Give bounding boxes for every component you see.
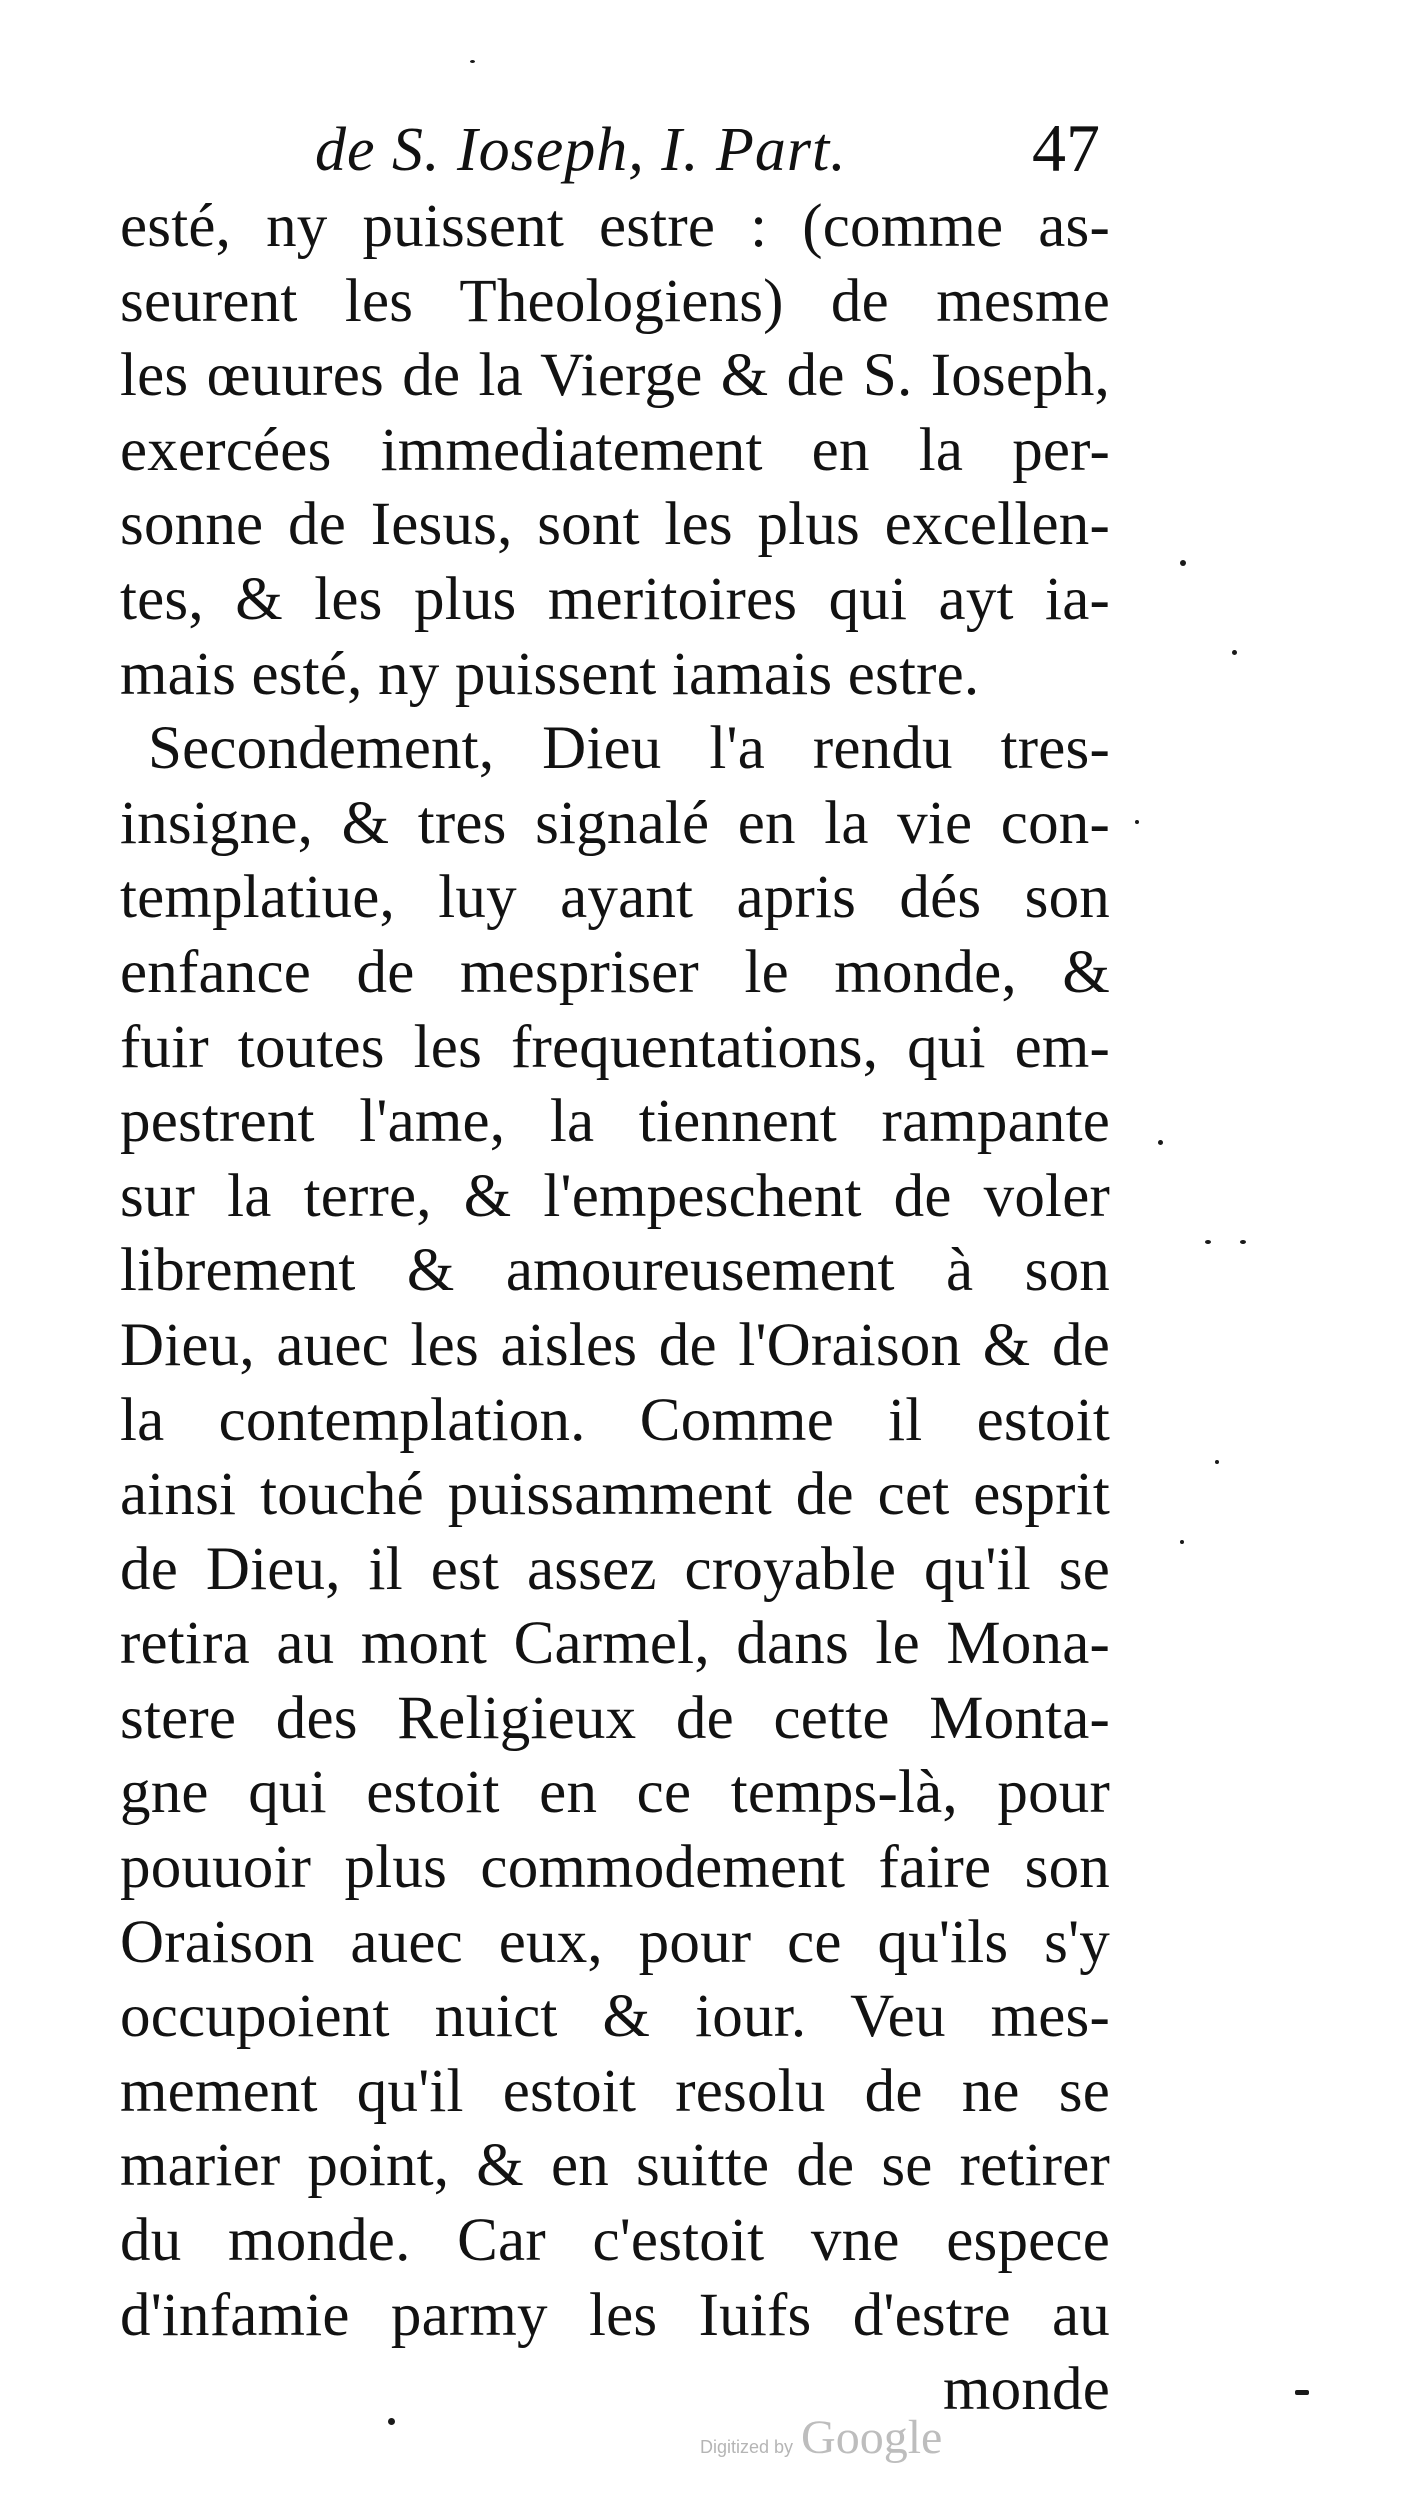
page-number: 47 <box>1032 110 1100 186</box>
text-line: exercées immediatement en la per- <box>120 416 1110 484</box>
scan-speck <box>1180 560 1186 566</box>
text-line: sonne de Iesus, sont les plus excellen- <box>120 491 1110 559</box>
text-line: insigne, & tres signalé en la vie con- <box>120 789 1110 857</box>
text-line: tes, & les plus meritoires qui ayt ia- <box>120 565 1110 633</box>
text-line: mement qu'il estoit resolu de ne se <box>120 2057 1110 2125</box>
scan-speck <box>388 2418 395 2425</box>
scan-speck <box>1232 650 1237 655</box>
text-line: Dieu, auec les aisles de l'Oraison & de <box>120 1311 1110 1379</box>
text-line: librement & amoureusement à son <box>120 1237 1110 1305</box>
scan-speck <box>1205 1240 1211 1244</box>
text-line: occupoient nuict & iour. Veu mes- <box>120 1983 1110 2051</box>
text-line: Oraison auec eux, pour ce qu'ils s'y <box>120 1908 1110 1976</box>
text-line: stere des Religieux de cette Monta- <box>120 1684 1110 1752</box>
text-line: seurent les Theologiens) de mesme <box>120 267 1110 335</box>
text-line: ainsi touché puissamment de cet esprit <box>120 1461 1110 1529</box>
text-line: retira au mont Carmel, dans le Mona- <box>120 1610 1110 1678</box>
text-line: les œuures de la Vierge & de S. Ioseph, <box>120 342 1110 410</box>
text-line: Secondement, Dieu l'a rendu tres- <box>148 715 1110 783</box>
text-line: du monde. Car c'estoit vne espece <box>120 2207 1110 2275</box>
text-line: la contemplation. Comme il estoit <box>120 1386 1110 1454</box>
scan-speck <box>1158 1140 1163 1145</box>
scan-speck <box>1135 820 1139 824</box>
text-line: mais esté, ny puissent iamais estre. <box>120 640 980 708</box>
body-text <box>120 190 1110 2428</box>
catchword: monde <box>942 2356 1110 2424</box>
text-line: d'infamie parmy les Iuifs d'estre au <box>120 2281 1110 2349</box>
text-line: templatiue, luy ayant apris dés son <box>120 864 1110 932</box>
scan-speck <box>1295 2390 1309 2395</box>
text-line: marier point, & en suitte de se retirer <box>120 2132 1110 2200</box>
running-title: de S. Ioseph, I. Part. <box>315 116 847 184</box>
text-line: de Dieu, il est assez croyable qu'il se <box>120 1535 1110 1603</box>
text-line: esté, ny puissent estre : (comme as- <box>120 193 1110 260</box>
google-logo: Google <box>801 2411 943 2464</box>
scan-speck <box>1180 1540 1184 1544</box>
watermark-prefix: Digitized by <box>700 2437 794 2457</box>
text-line: sur la terre, & l'empeschent de voler <box>120 1162 1110 1230</box>
scan-speck <box>1240 1240 1246 1244</box>
text-line: enfance de mespriser le monde, & <box>120 938 1110 1006</box>
text-line: pouuoir plus commodement faire son <box>120 1834 1110 1902</box>
text-line: gne qui estoit en ce temps-là, pour <box>120 1759 1110 1827</box>
scan-speck <box>470 60 475 63</box>
text-line: fuir toutes les frequentations, qui em- <box>120 1013 1110 1081</box>
digitized-watermark <box>700 2410 943 2464</box>
scan-speck <box>1215 1460 1219 1464</box>
text-line: pestrent l'ame, la tiennent rampante <box>120 1088 1110 1156</box>
